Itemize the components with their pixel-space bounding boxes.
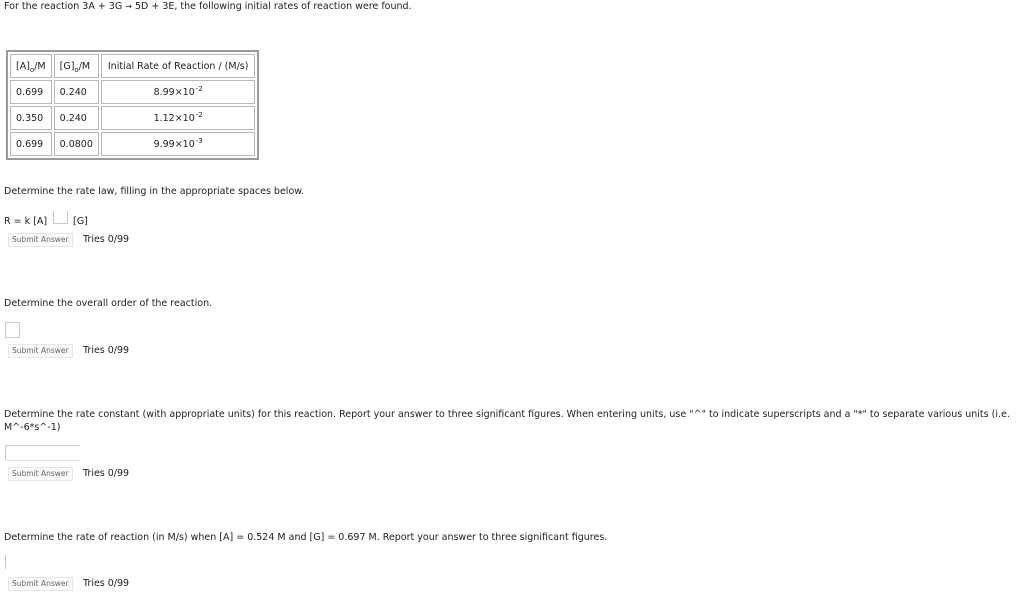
rate-of-reaction-prompt: Determine the rate of reaction (in M/s) when [A] = 0.524 M and [G] = 0.697 M. Report your answer to three significant figures. bbox=[4, 532, 608, 543]
initial-rates-table bbox=[6, 50, 259, 160]
cell-a-conc: 0.350 bbox=[10, 106, 52, 130]
submit-answer-button-1[interactable]: Submit Answer bbox=[8, 233, 73, 247]
reaction-intro bbox=[4, 1, 412, 12]
rate-of-reaction-input[interactable] bbox=[5, 555, 7, 569]
tries-counter-1: Tries 0/99 bbox=[83, 234, 130, 245]
cell-rate: $8.99\times 10^{-2}$ bbox=[101, 80, 256, 104]
cell-g-conc: 0.240 bbox=[54, 106, 99, 130]
intro-suffix: 5D + 3E, the following initial rates of reaction were found. bbox=[131, 1, 412, 12]
cell-g-conc: 0.240 bbox=[54, 80, 99, 104]
tries-counter-3: Tries 0/99 bbox=[83, 468, 130, 479]
table-row bbox=[10, 80, 255, 104]
overall-order-input[interactable] bbox=[5, 322, 20, 338]
cell-g-conc: 0.0800 bbox=[54, 132, 99, 156]
a-order-input[interactable] bbox=[53, 211, 68, 224]
rate-law-prefix: R = k [A] bbox=[4, 216, 48, 227]
table-row bbox=[10, 132, 255, 156]
a-order-input-edge bbox=[67, 211, 69, 223]
rate-law-prompt: Determine the rate law, filling in the appropriate spaces below. bbox=[4, 186, 305, 197]
rate-constant-prompt: Determine the rate constant (with appropriate units) for this reaction. Report your answer to three significant figures. When entering units, use "^" to indicate superscripts and a "*" to separate various units (i.e. bbox=[4, 409, 1010, 420]
cell-rate: $9.99\times 10^{-3}$ bbox=[101, 132, 256, 156]
header-a-conc: $[A]_o/M$ bbox=[10, 54, 52, 78]
cell-a-conc: 0.699 bbox=[10, 80, 52, 104]
header-g-conc: $[G]_o/M$ bbox=[54, 54, 99, 78]
header-initial-rate: Initial Rate of Reaction / (M/s) bbox=[101, 54, 256, 78]
tries-counter-2: Tries 0/99 bbox=[83, 345, 130, 356]
submit-answer-button-4[interactable]: Submit Answer bbox=[8, 577, 73, 591]
tries-counter-4: Tries 0/99 bbox=[83, 578, 130, 589]
rate-constant-prompt-cont: M^-6*s^-1) bbox=[4, 422, 61, 433]
overall-order-prompt: Determine the overall order of the reaction. bbox=[4, 298, 213, 309]
cell-rate: $1.12\times 10^{-2}$ bbox=[101, 106, 256, 130]
rate-law-g-label: [G] bbox=[73, 216, 88, 227]
submit-answer-button-2[interactable]: Submit Answer bbox=[8, 344, 73, 358]
table-header-row bbox=[10, 54, 255, 78]
reaction-arrow-icon: → bbox=[125, 2, 132, 11]
g-order-input[interactable] bbox=[87, 204, 101, 216]
cell-a-conc: 0.699 bbox=[10, 132, 52, 156]
submit-answer-button-3[interactable]: Submit Answer bbox=[8, 467, 73, 481]
rate-constant-input[interactable] bbox=[5, 445, 80, 461]
table-row bbox=[10, 106, 255, 130]
intro-prefix: For the reaction 3A + 3G bbox=[4, 1, 126, 12]
